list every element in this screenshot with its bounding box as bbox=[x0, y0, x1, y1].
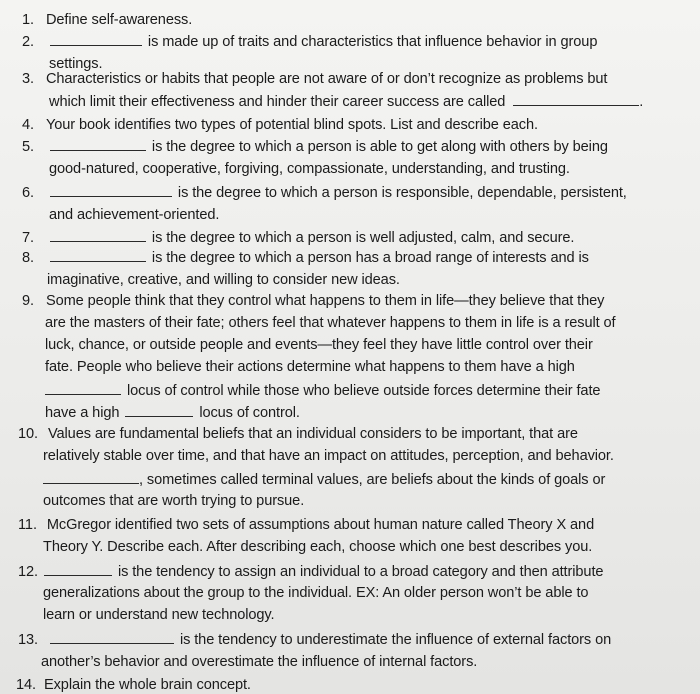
question-text: locus of control. bbox=[199, 405, 300, 421]
answer-blank[interactable] bbox=[125, 403, 193, 417]
question-3-continuation bbox=[49, 92, 643, 111]
question-number: 12. bbox=[18, 564, 38, 580]
question-9-line-3: luck, chance, or outside people and events—they feel they have little control over their bbox=[45, 337, 593, 353]
question-11 bbox=[18, 516, 594, 534]
question-13 bbox=[18, 630, 611, 649]
question-number: 11. bbox=[18, 517, 37, 533]
question-5 bbox=[22, 137, 608, 156]
question-text: is the degree to which a person is responsible, dependable, persistent, bbox=[177, 185, 627, 201]
question-text: McGregor identified two sets of assumptions about human nature called Theory X and bbox=[46, 517, 595, 533]
question-10-line-4: outcomes that are worth trying to pursue. bbox=[43, 493, 305, 509]
answer-blank[interactable] bbox=[50, 32, 142, 46]
question-10-line-2: relatively stable over time, and that have an impact on attitudes, perception, and behavior. bbox=[43, 448, 614, 464]
question-1 bbox=[22, 11, 192, 29]
question-text: locus of control while those who believe outside forces determine their fate bbox=[126, 383, 601, 399]
question-text: which limit their effectiveness and hinder their career success are called bbox=[49, 94, 506, 110]
question-number: 7. bbox=[22, 230, 34, 246]
question-number: 9. bbox=[22, 293, 34, 309]
question-text: Characteristics or habits that people are not aware of or don’t recognize as problems but bbox=[45, 71, 608, 87]
question-5-continuation: good-natured, cooperative, forgiving, compassionate, understanding, and trusting. bbox=[49, 161, 570, 177]
answer-blank[interactable] bbox=[43, 470, 139, 484]
question-11-continuation: Theory Y. Describe each. After describing each, choose which one best describes you. bbox=[43, 539, 593, 555]
question-6 bbox=[22, 183, 627, 202]
answer-blank[interactable] bbox=[45, 381, 121, 395]
question-4 bbox=[22, 116, 538, 134]
question-9 bbox=[22, 292, 604, 310]
answer-blank[interactable] bbox=[513, 92, 639, 106]
question-13-continuation: another’s behavior and overestimate the influence of internal factors. bbox=[41, 654, 478, 670]
period: . bbox=[639, 94, 644, 110]
question-number: 2. bbox=[22, 34, 34, 50]
question-text: Explain the whole brain concept. bbox=[43, 677, 251, 693]
question-number: 6. bbox=[22, 185, 34, 201]
question-number: 8. bbox=[22, 250, 34, 266]
question-text: Values are fundamental beliefs that an individual considers to be important, that are bbox=[47, 426, 578, 442]
question-text: is the tendency to assign an individual to a broad category and then attribute bbox=[117, 564, 604, 580]
answer-blank[interactable] bbox=[44, 562, 112, 576]
question-14 bbox=[16, 676, 251, 694]
question-8-continuation: imaginative, creative, and willing to consider new ideas. bbox=[47, 272, 400, 288]
question-8 bbox=[22, 248, 589, 267]
question-10 bbox=[18, 425, 578, 443]
question-number: 3. bbox=[22, 71, 34, 87]
question-number: 4. bbox=[22, 117, 34, 133]
question-text: have a high bbox=[45, 405, 120, 421]
question-text: Some people think that they control what happens to them in life—they believe that they bbox=[45, 293, 605, 309]
question-9-line-2: are the masters of their fate; others feel that whatever happens to them in life is a result of bbox=[45, 315, 616, 331]
answer-blank[interactable] bbox=[50, 183, 172, 197]
question-12-line-2: generalizations about the group to the individual. EX: An older person won’t be able to bbox=[43, 585, 589, 601]
question-number: 1. bbox=[22, 12, 34, 28]
question-7 bbox=[22, 228, 574, 247]
question-number: 5. bbox=[22, 139, 34, 155]
question-text: is the degree to which a person is able to get along with others by being bbox=[151, 139, 608, 155]
question-3 bbox=[22, 70, 607, 88]
question-text: is made up of traits and characteristics that influence behavior in group bbox=[147, 34, 598, 50]
question-2-continuation: settings. bbox=[49, 56, 103, 72]
question-2 bbox=[22, 32, 597, 51]
answer-blank[interactable] bbox=[50, 137, 146, 151]
question-text: is the tendency to underestimate the influence of external factors on bbox=[179, 632, 612, 648]
question-6-continuation: and achievement-oriented. bbox=[49, 207, 220, 223]
question-number: 13. bbox=[18, 632, 38, 648]
question-text: , sometimes called terminal values, are beliefs about the kinds of goals or bbox=[139, 472, 606, 488]
answer-blank[interactable] bbox=[50, 248, 146, 262]
question-text: Your book identifies two types of potential blind spots. List and describe each. bbox=[45, 117, 538, 133]
question-10-line-3 bbox=[43, 470, 605, 489]
question-text: Define self-awareness. bbox=[45, 12, 193, 28]
question-9-line-6 bbox=[45, 403, 300, 422]
question-text: is the degree to which a person has a broad range of interests and is bbox=[151, 250, 589, 266]
question-number: 14. bbox=[16, 677, 36, 693]
question-number: 10. bbox=[18, 426, 38, 442]
question-12-line-3: learn or understand new technology. bbox=[43, 607, 275, 623]
question-12 bbox=[18, 562, 603, 581]
question-9-line-5 bbox=[45, 381, 600, 400]
answer-blank[interactable] bbox=[50, 630, 174, 644]
question-text: is the degree to which a person is well adjusted, calm, and secure. bbox=[151, 230, 575, 246]
question-9-line-4: fate. People who believe their actions determine what happens to them have a high bbox=[45, 359, 575, 375]
answer-blank[interactable] bbox=[50, 228, 146, 242]
